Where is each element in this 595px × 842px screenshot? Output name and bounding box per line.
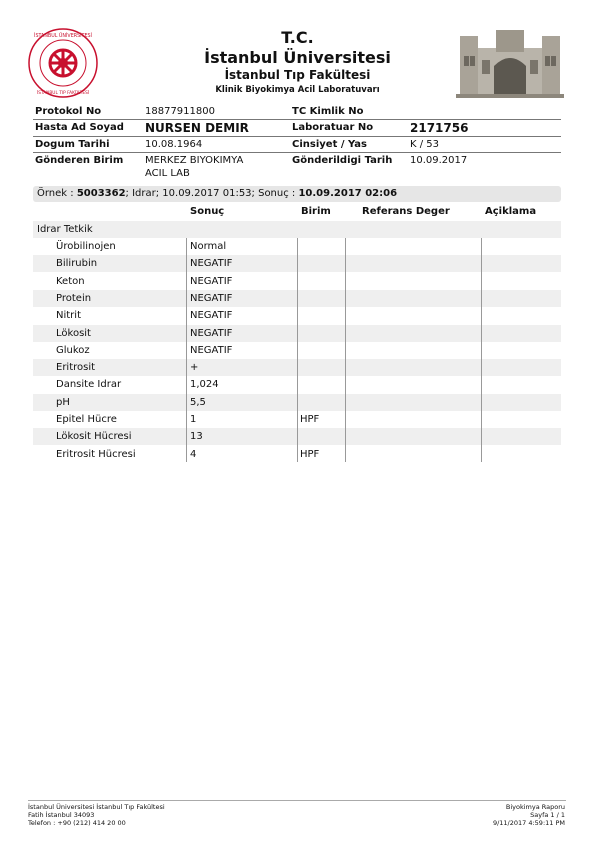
dogum-value: 10.08.1964 — [145, 139, 203, 150]
test-result: + — [190, 362, 199, 374]
test-result: NEGATIF — [190, 344, 233, 356]
tc-label: TC Kimlik No — [292, 106, 364, 117]
test-name: Lökosit — [56, 327, 91, 339]
footer-right — [493, 803, 565, 827]
gonderen-value-line2: ACIL LAB — [145, 168, 190, 179]
gonderen-label: Gönderen Birim — [35, 155, 124, 166]
test-name: Dansite Idrar — [56, 379, 122, 391]
sample-prefix: Örnek : — [37, 188, 77, 199]
footer-report-name: Biyokimya Raporu — [505, 803, 565, 811]
column-separator — [297, 238, 298, 462]
footer-address: Fatih İstanbul 34093 — [28, 811, 95, 819]
header-tc: T.C. — [281, 28, 314, 47]
test-unit: HPF — [300, 448, 320, 460]
footer-institution: İstanbul Üniversitesi İstanbul Tıp Fakültesi — [28, 803, 165, 811]
footer-left — [28, 803, 165, 827]
test-result: 1 — [190, 414, 197, 425]
sample-result-time: 10.09.2017 02:06 — [298, 188, 398, 199]
divider — [33, 136, 561, 137]
test-name: Ürobilinojen — [56, 241, 116, 252]
lab-value: 2171756 — [410, 121, 469, 135]
test-result: NEGATIF — [190, 327, 233, 339]
group-row — [33, 221, 561, 238]
divider — [33, 152, 561, 153]
test-name: Epitel Hücre — [56, 414, 117, 425]
sample-middle: ; Idrar; 10.09.2017 01:53; Sonuç : — [125, 188, 299, 199]
group-title: Idrar Tetkik — [37, 224, 93, 235]
test-name: Eritrosit Hücresi — [56, 448, 136, 460]
protokol-value: 18877911800 — [145, 106, 215, 117]
lab-label: Laboratuar No — [292, 122, 374, 133]
svg-text:İSTANBUL ÜNİVERSİTESİ: İSTANBUL ÜNİVERSİTESİ — [34, 34, 92, 39]
column-header-birim: Birim — [301, 206, 331, 217]
column-header-sonuc: Sonuç — [190, 206, 225, 217]
test-unit: HPF — [300, 414, 320, 425]
test-result: Normal — [190, 241, 227, 252]
gonderildigi-label: Gönderildigi Tarih — [292, 155, 393, 166]
test-name: pH — [56, 396, 70, 408]
footer-divider — [28, 800, 566, 801]
test-result: NEGATIF — [190, 258, 233, 270]
sample-info-bar — [33, 186, 561, 202]
test-result: 13 — [190, 431, 203, 443]
footer-printed-at: 9/11/2017 4:59:11 PM — [492, 819, 565, 827]
sample-number: 5003362 — [76, 188, 126, 199]
divider — [33, 119, 561, 120]
column-separator — [345, 238, 346, 462]
header-laboratory: Klinik Biyokimya Acil Laboratuvarı — [215, 85, 380, 95]
test-name: Eritrosit — [56, 362, 96, 374]
dogum-label: Dogum Tarihi — [35, 139, 110, 150]
protokol-label: Protokol No — [35, 106, 102, 117]
hasta-value: NURSEN DEMIR — [145, 121, 249, 135]
svg-text:İSTANBUL TIP FAKÜLTESİ: İSTANBUL TIP FAKÜLTESİ — [36, 91, 90, 96]
column-header-aciklama: Açiklama — [485, 206, 537, 217]
test-result: NEGATIF — [190, 310, 233, 322]
cinsiyet-label: Cinsiyet / Yas — [292, 139, 367, 150]
test-name: Glukoz — [56, 344, 90, 356]
footer-page: Sayfa 1 / 1 — [530, 811, 565, 819]
test-result: 5,5 — [190, 396, 206, 408]
header-faculty: İstanbul Tıp Fakültesi — [224, 68, 371, 82]
column-separator — [481, 238, 482, 462]
gonderen-value-line1: MERKEZ BIYOKIMYA — [145, 155, 244, 166]
test-name: Lökosit Hücresi — [56, 431, 132, 443]
column-separator — [186, 238, 187, 462]
cinsiyet-value: K / 53 — [410, 139, 440, 150]
test-result: 1,024 — [190, 379, 219, 391]
test-name: Nitrit — [56, 310, 81, 322]
test-name: Bilirubin — [56, 258, 98, 270]
test-result: 4 — [190, 448, 197, 460]
hasta-label: Hasta Ad Soyad — [35, 122, 124, 133]
header-university: İstanbul Üniversitesi — [204, 48, 391, 67]
footer-phone: Telefon : +90 (212) 414 20 00 — [28, 819, 126, 827]
test-result: NEGATIF — [190, 275, 233, 287]
test-result: NEGATIF — [190, 292, 233, 304]
column-header-referans: Referans Deger — [362, 206, 450, 217]
test-name: Protein — [56, 292, 92, 304]
gonderildigi-value: 10.09.2017 — [410, 155, 468, 166]
test-name: Keton — [56, 275, 85, 287]
